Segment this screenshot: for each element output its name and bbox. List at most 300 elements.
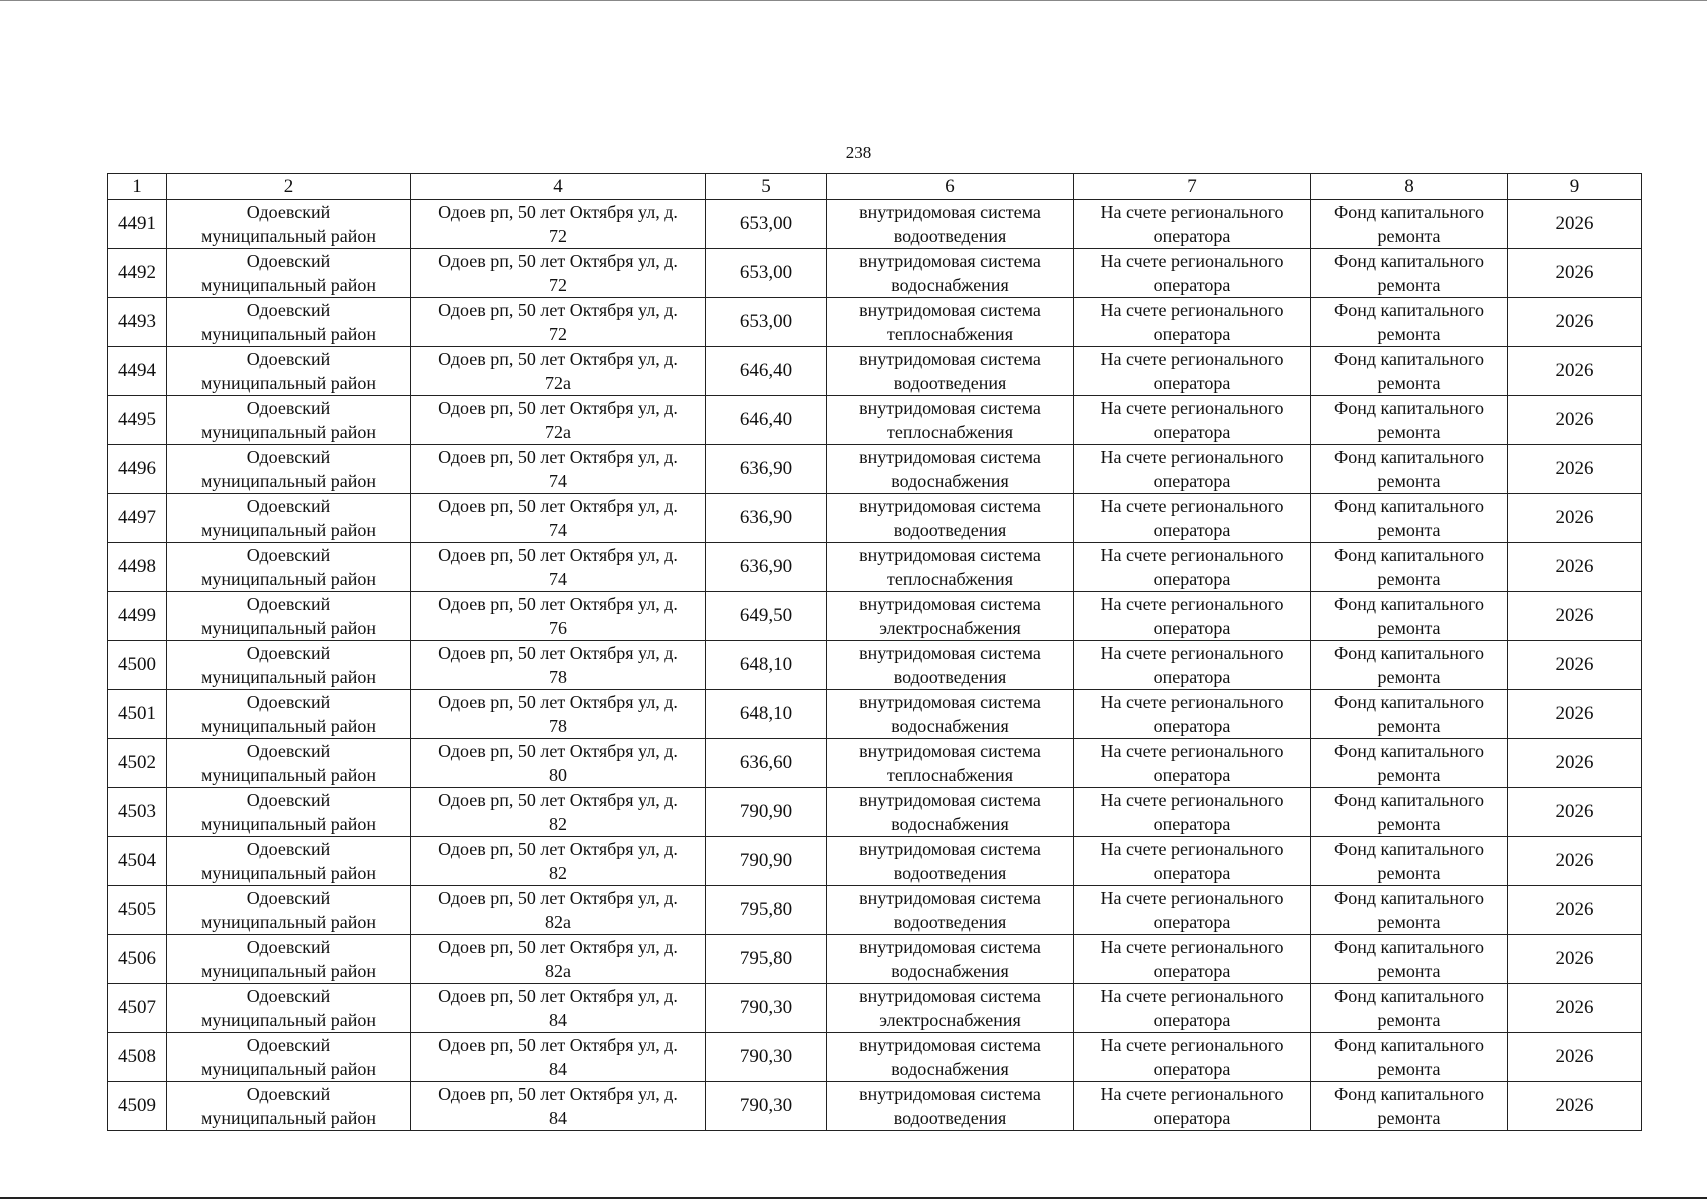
address-cell [411,249,706,298]
system-cell-line: внутридомовая система [859,692,1041,712]
address-cell-line: 84 [549,1010,567,1030]
year-cell: 2026 [1508,445,1642,494]
fund-cell-line: ремонта [1377,226,1441,246]
cost-cell: 653,00 [706,200,827,249]
system-cell-line: внутридомовая система [859,398,1041,418]
fund-cell [1311,690,1508,739]
account-cell-line: На счете регионального [1100,1035,1284,1055]
system-cell [827,788,1074,837]
fund-cell [1311,445,1508,494]
system-cell [827,984,1074,1033]
fund-cell-line: Фонд капитального [1334,251,1484,271]
system-cell [827,445,1074,494]
municipality-cell-line: Одоевский [246,692,331,712]
fund-cell [1311,249,1508,298]
system-cell [827,396,1074,445]
fund-cell-line: Фонд капитального [1334,545,1484,565]
account-cell [1074,837,1311,886]
system-cell-line: внутридомовая система [859,937,1041,957]
cost-cell: 653,00 [706,249,827,298]
system-cell-line: внутридомовая система [859,888,1041,908]
fund-cell-line: Фонд капитального [1334,398,1484,418]
municipality-cell [167,690,411,739]
cost-cell: 653,00 [706,298,827,347]
year-cell: 2026 [1508,494,1642,543]
account-cell-line: На счете регионального [1100,349,1284,369]
address-cell-line: 74 [549,471,567,491]
account-cell [1074,298,1311,347]
municipality-cell [167,494,411,543]
address-cell-line: Одоев рп, 50 лет Октября ул, д. [438,398,678,418]
account-cell [1074,788,1311,837]
fund-cell-line: ремонта [1377,961,1441,981]
account-cell-line: На счете регионального [1100,643,1284,663]
municipality-cell-line: Одоевский [246,594,331,614]
year-cell: 2026 [1508,690,1642,739]
system-cell-line: внутридомовая система [859,496,1041,516]
row-number-cell: 4501 [108,690,167,739]
bottom-scan-edge [0,1197,1707,1199]
municipality-cell-line: муниципальный район [200,373,376,393]
municipality-cell-line: муниципальный район [200,226,376,246]
account-cell [1074,494,1311,543]
account-cell-line: оператора [1153,1010,1231,1030]
system-cell-line: водоснабжения [891,961,1009,981]
row-number-cell: 4506 [108,935,167,984]
fund-cell [1311,494,1508,543]
table-row [108,396,1642,445]
year-cell: 2026 [1508,641,1642,690]
address-cell-line: 82а [545,912,571,932]
fund-cell [1311,200,1508,249]
municipality-cell-line: Одоевский [246,300,331,320]
address-cell-line: 72 [549,324,567,344]
account-cell [1074,935,1311,984]
system-cell-line: водоотведения [893,226,1007,246]
table-row [108,1033,1642,1082]
municipality-cell-line: муниципальный район [200,324,376,344]
account-cell-line: На счете регионального [1100,300,1284,320]
municipality-cell-line: Одоевский [246,447,331,467]
cost-cell: 636,90 [706,543,827,592]
system-cell-line: водоотведения [893,373,1007,393]
fund-cell-line: Фонд капитального [1334,447,1484,467]
table-row [108,886,1642,935]
municipality-cell-line: муниципальный район [200,863,376,883]
address-cell-line: 78 [549,716,567,736]
table-row [108,494,1642,543]
cost-cell: 795,80 [706,886,827,935]
municipality-cell-line: Одоевский [246,1035,331,1055]
address-cell [411,1033,706,1082]
system-cell-line: водоснабжения [891,471,1009,491]
account-cell-line: оператора [1153,422,1231,442]
table-row [108,592,1642,641]
address-cell [411,494,706,543]
fund-cell [1311,543,1508,592]
year-cell: 2026 [1508,1033,1642,1082]
table-row [108,935,1642,984]
system-cell-line: внутридомовая система [859,986,1041,1006]
system-cell-line: водоотведения [893,863,1007,883]
account-cell-line: оператора [1153,569,1231,589]
row-number-cell: 4503 [108,788,167,837]
column-header: 1 [108,174,167,200]
row-number-cell: 4508 [108,1033,167,1082]
municipality-cell-line: Одоевский [246,545,331,565]
fund-cell-line: ремонта [1377,618,1441,638]
header-row [108,174,1642,200]
system-cell-line: электроснабжения [879,1010,1021,1030]
system-cell [827,543,1074,592]
fund-cell-line: Фонд капитального [1334,300,1484,320]
fund-cell-line: ремонта [1377,324,1441,344]
municipality-cell-line: муниципальный район [200,1059,376,1079]
system-cell-line: водоснабжения [891,716,1009,736]
fund-cell [1311,1082,1508,1131]
row-number-cell: 4505 [108,886,167,935]
year-cell: 2026 [1508,886,1642,935]
fund-cell [1311,984,1508,1033]
account-cell-line: На счете регионального [1100,251,1284,271]
municipality-cell [167,788,411,837]
address-cell-line: 82а [545,961,571,981]
account-cell [1074,249,1311,298]
municipality-cell-line: муниципальный район [200,471,376,491]
address-cell-line: Одоев рп, 50 лет Октября ул, д. [438,937,678,957]
account-cell [1074,886,1311,935]
cost-cell: 636,90 [706,494,827,543]
account-cell [1074,690,1311,739]
year-cell: 2026 [1508,592,1642,641]
account-cell-line: На счете регионального [1100,398,1284,418]
system-cell-line: внутридомовая система [859,1035,1041,1055]
address-cell-line: Одоев рп, 50 лет Октября ул, д. [438,790,678,810]
municipality-cell [167,200,411,249]
fund-cell-line: ремонта [1377,471,1441,491]
municipality-cell [167,1082,411,1131]
system-cell [827,298,1074,347]
address-cell-line: Одоев рп, 50 лет Октября ул, д. [438,594,678,614]
year-cell: 2026 [1508,396,1642,445]
system-cell-line: внутридомовая система [859,251,1041,271]
system-cell-line: внутридомовая система [859,447,1041,467]
fund-cell-line: ремонта [1377,912,1441,932]
address-cell-line: 72 [549,275,567,295]
account-cell [1074,543,1311,592]
municipality-cell-line: муниципальный район [200,618,376,638]
municipality-cell-line: Одоевский [246,986,331,1006]
account-cell-line: На счете регионального [1100,496,1284,516]
municipality-cell-line: муниципальный район [200,422,376,442]
fund-cell [1311,886,1508,935]
account-cell [1074,1033,1311,1082]
system-cell [827,592,1074,641]
fund-cell [1311,739,1508,788]
system-cell [827,1082,1074,1131]
system-cell-line: внутридомовая система [859,594,1041,614]
system-cell-line: водоснабжения [891,1059,1009,1079]
account-cell-line: оператора [1153,520,1231,540]
address-cell-line: 72а [545,422,571,442]
system-cell [827,641,1074,690]
system-cell-line: внутридомовая система [859,349,1041,369]
fund-cell [1311,298,1508,347]
system-cell-line: электроснабжения [879,618,1021,638]
account-cell-line: На счете регионального [1100,986,1284,1006]
cost-cell: 646,40 [706,396,827,445]
fund-cell [1311,347,1508,396]
system-cell-line: внутридомовая система [859,300,1041,320]
address-cell [411,984,706,1033]
system-cell-line: внутридомовая система [859,839,1041,859]
municipality-cell [167,1033,411,1082]
account-cell-line: оператора [1153,667,1231,687]
municipality-cell [167,837,411,886]
system-cell [827,739,1074,788]
address-cell [411,690,706,739]
address-cell-line: Одоев рп, 50 лет Октября ул, д. [438,545,678,565]
address-cell-line: 74 [549,569,567,589]
account-cell-line: оператора [1153,324,1231,344]
municipality-cell-line: Одоевский [246,1084,331,1104]
fund-cell-line: Фонд капитального [1334,643,1484,663]
year-cell: 2026 [1508,837,1642,886]
cost-cell: 795,80 [706,935,827,984]
fund-cell-line: Фонд капитального [1334,692,1484,712]
cost-cell: 636,90 [706,445,827,494]
municipality-cell [167,543,411,592]
fund-cell-line: Фонд капитального [1334,1084,1484,1104]
system-cell-line: водоотведения [893,1108,1007,1128]
address-cell [411,592,706,641]
account-cell [1074,984,1311,1033]
row-number-cell: 4495 [108,396,167,445]
account-cell-line: оператора [1153,863,1231,883]
address-cell [411,347,706,396]
address-cell-line: Одоев рп, 50 лет Октября ул, д. [438,300,678,320]
system-cell-line: внутридомовая система [859,545,1041,565]
municipality-cell-line: Одоевский [246,202,331,222]
account-cell-line: На счете регионального [1100,447,1284,467]
account-cell-line: оператора [1153,716,1231,736]
system-cell [827,249,1074,298]
address-cell-line: Одоев рп, 50 лет Октября ул, д. [438,888,678,908]
address-cell [411,200,706,249]
table-row [108,347,1642,396]
fund-cell-line: Фонд капитального [1334,937,1484,957]
account-cell-line: оператора [1153,1059,1231,1079]
address-cell [411,886,706,935]
municipality-cell-line: муниципальный район [200,765,376,785]
table-row [108,739,1642,788]
account-cell-line: оператора [1153,373,1231,393]
municipality-cell-line: муниципальный район [200,1010,376,1030]
address-cell-line: 80 [549,765,567,785]
year-cell: 2026 [1508,739,1642,788]
fund-cell [1311,935,1508,984]
fund-cell-line: ремонта [1377,520,1441,540]
fund-cell-line: Фонд капитального [1334,839,1484,859]
municipality-cell [167,396,411,445]
account-cell [1074,1082,1311,1131]
municipality-cell [167,641,411,690]
account-cell-line: На счете регионального [1100,741,1284,761]
table-row [108,1082,1642,1131]
system-cell-line: внутридомовая система [859,790,1041,810]
top-scan-edge [0,0,1707,1]
fund-cell-line: Фонд капитального [1334,202,1484,222]
municipality-cell-line: муниципальный район [200,961,376,981]
cost-cell: 648,10 [706,641,827,690]
address-cell-line: 72а [545,373,571,393]
address-cell [411,543,706,592]
account-cell [1074,739,1311,788]
municipality-cell [167,347,411,396]
fund-cell [1311,641,1508,690]
address-cell-line: Одоев рп, 50 лет Октября ул, д. [438,839,678,859]
account-cell-line: оператора [1153,1108,1231,1128]
cost-cell: 790,30 [706,1033,827,1082]
table-row [108,837,1642,886]
address-cell-line: Одоев рп, 50 лет Октября ул, д. [438,1035,678,1055]
row-number-cell: 4500 [108,641,167,690]
address-cell [411,837,706,886]
address-cell [411,739,706,788]
column-header: 9 [1508,174,1642,200]
row-number-cell: 4498 [108,543,167,592]
year-cell: 2026 [1508,788,1642,837]
account-cell-line: На счете регионального [1100,1084,1284,1104]
municipality-cell-line: Одоевский [246,741,331,761]
account-cell-line: оператора [1153,226,1231,246]
address-cell-line: Одоев рп, 50 лет Октября ул, д. [438,643,678,663]
address-cell-line: Одоев рп, 50 лет Октября ул, д. [438,741,678,761]
account-cell-line: оператора [1153,618,1231,638]
row-number-cell: 4507 [108,984,167,1033]
year-cell: 2026 [1508,347,1642,396]
municipality-cell-line: муниципальный район [200,569,376,589]
row-number-cell: 4496 [108,445,167,494]
fund-cell-line: ремонта [1377,1010,1441,1030]
fund-cell [1311,837,1508,886]
system-cell-line: внутридомовая система [859,643,1041,663]
address-cell-line: Одоев рп, 50 лет Октября ул, д. [438,447,678,467]
row-number-cell: 4497 [108,494,167,543]
row-number-cell: 4492 [108,249,167,298]
year-cell: 2026 [1508,200,1642,249]
table-row [108,249,1642,298]
address-cell [411,298,706,347]
column-header: 2 [167,174,411,200]
fund-cell-line: ремонта [1377,422,1441,442]
fund-cell-line: ремонта [1377,863,1441,883]
account-cell [1074,396,1311,445]
account-cell-line: На счете регионального [1100,839,1284,859]
fund-cell-line: Фонд капитального [1334,349,1484,369]
column-header: 6 [827,174,1074,200]
account-cell [1074,347,1311,396]
municipality-cell-line: муниципальный район [200,814,376,834]
table-row [108,788,1642,837]
account-cell-line: оператора [1153,275,1231,295]
system-cell [827,886,1074,935]
fund-cell [1311,396,1508,445]
column-header: 5 [706,174,827,200]
year-cell: 2026 [1508,935,1642,984]
municipality-cell-line: муниципальный район [200,667,376,687]
address-cell [411,1082,706,1131]
municipality-cell-line: Одоевский [246,790,331,810]
account-cell [1074,445,1311,494]
table-row [108,200,1642,249]
address-cell-line: 78 [549,667,567,687]
municipality-cell-line: Одоевский [246,839,331,859]
address-cell-line: Одоев рп, 50 лет Октября ул, д. [438,349,678,369]
account-cell-line: На счете регионального [1100,790,1284,810]
cost-cell: 790,90 [706,788,827,837]
fund-cell-line: Фонд капитального [1334,790,1484,810]
system-cell [827,494,1074,543]
account-cell-line: оператора [1153,765,1231,785]
municipality-cell [167,592,411,641]
cost-cell: 648,10 [706,690,827,739]
cost-cell: 646,40 [706,347,827,396]
fund-cell-line: ремонта [1377,1108,1441,1128]
municipality-cell [167,298,411,347]
year-cell: 2026 [1508,1082,1642,1131]
account-cell-line: На счете регионального [1100,545,1284,565]
address-cell [411,396,706,445]
system-cell-line: водоотведения [893,912,1007,932]
system-cell-line: внутридомовая система [859,741,1041,761]
row-number-cell: 4502 [108,739,167,788]
fund-cell-line: Фонд капитального [1334,741,1484,761]
system-cell-line: теплоснабжения [887,765,1013,785]
municipality-cell-line: муниципальный район [200,716,376,736]
fund-cell [1311,592,1508,641]
municipality-cell-line: муниципальный район [200,520,376,540]
system-cell-line: теплоснабжения [887,422,1013,442]
table-row [108,445,1642,494]
fund-cell-line: ремонта [1377,765,1441,785]
column-header: 8 [1311,174,1508,200]
fund-cell-line: ремонта [1377,716,1441,736]
column-header: 4 [411,174,706,200]
system-cell-line: теплоснабжения [887,324,1013,344]
fund-cell-line: Фонд капитального [1334,888,1484,908]
cost-cell: 790,30 [706,1082,827,1131]
municipality-cell-line: муниципальный район [200,912,376,932]
municipality-cell-line: Одоевский [246,888,331,908]
system-cell-line: водоотведения [893,520,1007,540]
account-cell-line: оператора [1153,814,1231,834]
year-cell: 2026 [1508,543,1642,592]
account-cell-line: оператора [1153,471,1231,491]
system-cell-line: теплоснабжения [887,569,1013,589]
municipality-cell-line: Одоевский [246,251,331,271]
fund-cell-line: ремонта [1377,667,1441,687]
account-cell-line: На счете регионального [1100,888,1284,908]
fund-cell-line: ремонта [1377,569,1441,589]
year-cell: 2026 [1508,298,1642,347]
address-cell-line: Одоев рп, 50 лет Октября ул, д. [438,251,678,271]
account-cell [1074,592,1311,641]
table-row [108,543,1642,592]
address-cell-line: 72 [549,226,567,246]
fund-cell-line: ремонта [1377,814,1441,834]
system-cell-line: водоснабжения [891,814,1009,834]
